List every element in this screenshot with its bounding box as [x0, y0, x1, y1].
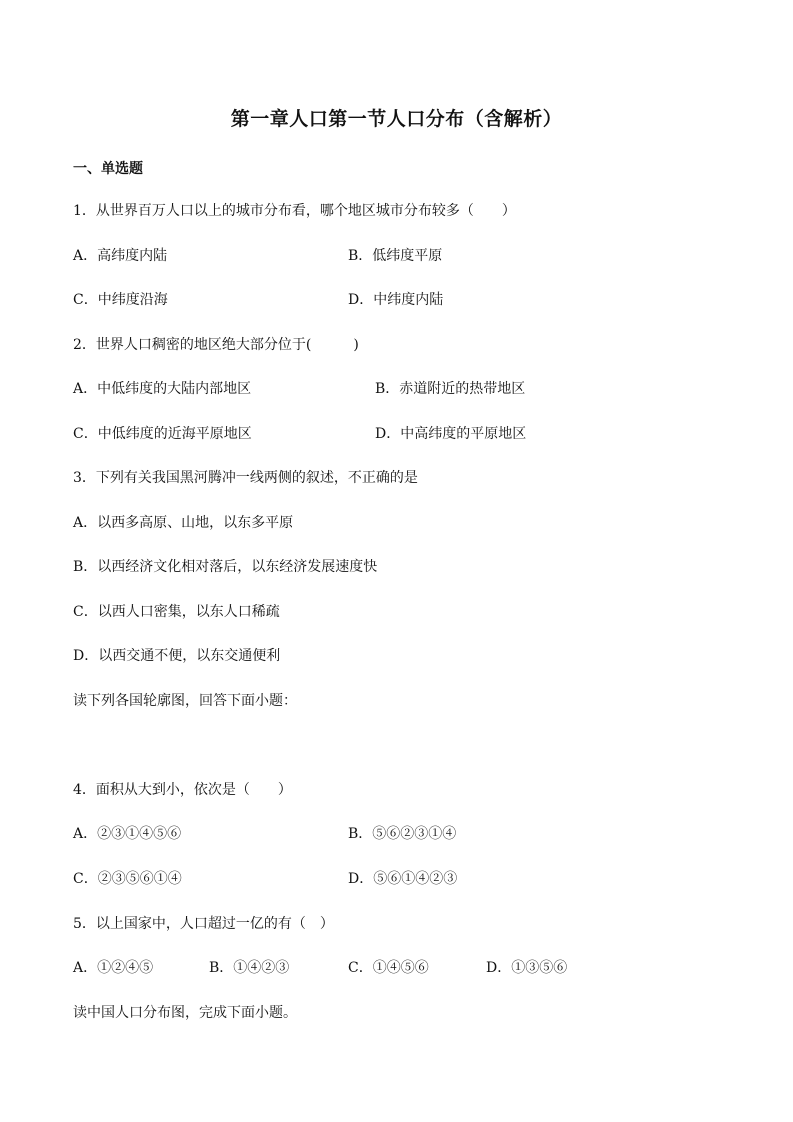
question-3-stem: 3．下列有关我国黑河腾冲一线两侧的叙述，不正确的是	[73, 470, 418, 486]
question-1-stem: 1．从世界百万人口以上的城市分布看，哪个地区城市分布较多（ ）	[73, 203, 516, 219]
question-2-option-a: A．中低纬度的大陆内部地区	[73, 381, 252, 397]
question-5-option-d: D．①③⑤⑥	[486, 960, 568, 976]
question-5-option-c: C．①④⑤⑥	[348, 960, 429, 976]
question-4-stem: 4．面积从大到小，依次是（ ）	[73, 782, 292, 798]
question-4-option-b: B．⑤⑥②③①④	[348, 826, 457, 842]
question-2-option-d: D．中高纬度的平原地区	[375, 426, 527, 442]
question-3-option-d: D．以西交通不便，以东交通便利	[73, 648, 281, 664]
question-2-option-c: C．中低纬度的近海平原地区	[73, 426, 252, 442]
question-2-option-b: B．赤道附近的热带地区	[375, 381, 526, 397]
question-5-stem: 5．以上国家中，人口超过一亿的有（ ）	[73, 916, 334, 932]
question-3-option-b: B．以西经济文化相对落后，以东经济发展速度快	[73, 559, 378, 575]
question-1-option-b: B．低纬度平原	[348, 248, 443, 264]
question-5-option-a: A．①②④⑤	[73, 960, 154, 976]
question-4-option-c: C．②③⑤⑥①④	[73, 871, 182, 887]
question-1-option-a: A．高纬度内陆	[73, 248, 168, 264]
question-3-option-c: C．以西人口密集，以东人口稀疏	[73, 604, 280, 620]
page-title: 第一章人口第一节人口分布（含解析）	[230, 108, 563, 130]
section-heading: 一、单选题	[73, 161, 143, 177]
reading-prompt-2: 读中国人口分布图，完成下面小题。	[73, 1005, 297, 1021]
question-4-option-d: D．⑤⑥①④②③	[348, 871, 458, 887]
question-2-stem: 2．世界人口稠密的地区绝大部分位于( )	[73, 337, 359, 353]
question-1-option-c: C．中纬度沿海	[73, 292, 168, 308]
question-5-option-b: B．①④②③	[209, 960, 290, 976]
question-1-option-d: D．中纬度内陆	[348, 292, 444, 308]
question-4-option-a: A．②③①④⑤⑥	[73, 826, 182, 842]
question-3-option-a: A．以西多高原、山地，以东多平原	[73, 515, 294, 531]
reading-prompt-1: 读下列各国轮廓图，回答下面小题：	[73, 693, 297, 709]
